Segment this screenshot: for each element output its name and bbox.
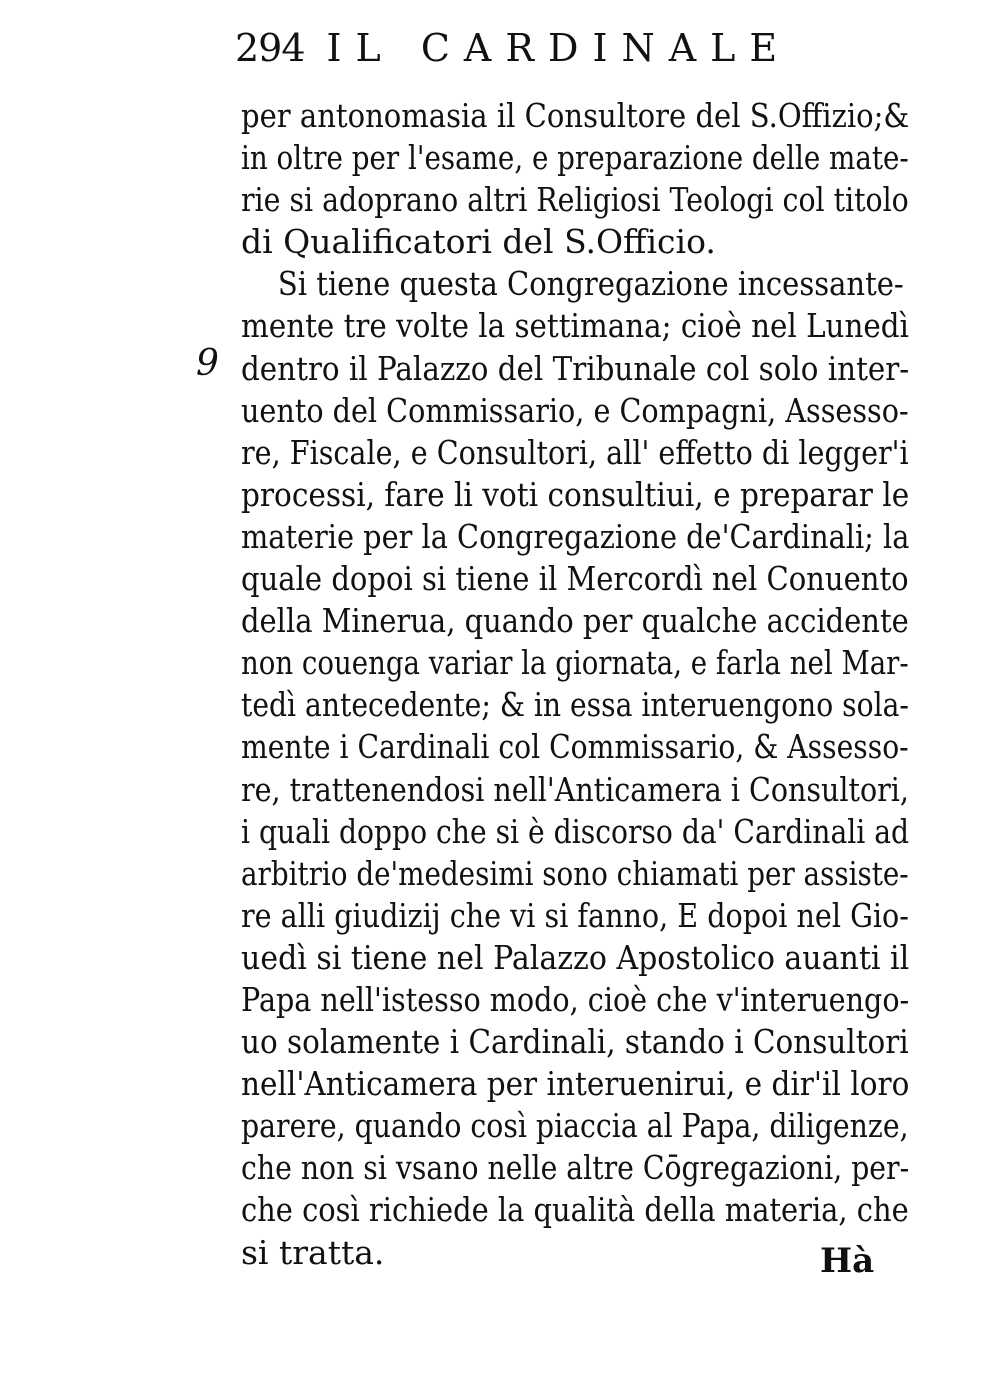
text-line: tedì antecedente; & in essa interuengono sola- [241, 685, 909, 725]
text-line: processi, fare li voti consultiui, e preparar le [241, 474, 910, 514]
text-line: nell'Anticamera per interuenirui, e dir'il loro [241, 1064, 910, 1104]
text-line: re, Fiscale, e Consultori, all' effetto di legger'i [241, 432, 909, 472]
text-line: si tratta. [241, 1232, 385, 1272]
body-text [241, 95, 909, 1274]
text-line: Papa nell'istesso modo, cioè che v'interuengo- [241, 979, 910, 1019]
text-line: re alli giudizij che vi si fanno, E dopoi nel Gio- [241, 895, 909, 935]
text-line: della Minerua, quando per qualche accidente [241, 601, 909, 641]
text-line: parere, quando così piaccia al Papa, diligenze, [241, 1106, 909, 1146]
running-title: IL CARDINALE [326, 26, 792, 70]
text-line: uedì si tiene nel Palazzo Apostolico auanti il [241, 937, 910, 977]
text-line: per antonomasia il Consultore del S.Offizio;& [241, 96, 910, 135]
text-line: mente tre volte la settimana; cioè nel Lunedì [241, 306, 909, 346]
text-line: uo solamente i Cardinali, stando i Consultori [241, 1022, 909, 1062]
text-line: in oltre per l'esame, e preparazione delle mate- [241, 138, 909, 178]
text-line: quale dopoi si tiene il Mercordì nel Conuento [241, 559, 909, 599]
text-line: di Qualificatori del S.Officio. [241, 222, 716, 262]
text-line: rie si adoprano altri Religiosi Teologi col titolo [241, 180, 909, 220]
text-line: mente i Cardinali col Commissario, & Assesso- [241, 727, 909, 767]
text-line: che non si vsano nelle altre Cōgregazioni, per- [241, 1148, 910, 1188]
text-line: uento del Commissario, e Compagni, Assesso- [241, 390, 909, 430]
text-line: arbitrio de'medesimi sono chiamati per assiste- [241, 853, 909, 893]
text-line: re, trattenendosi nell'Anticamera i Consultori, [241, 769, 909, 809]
running-head [235, 18, 791, 78]
page-number: 294 [235, 26, 305, 70]
catchword: Hà [820, 1241, 875, 1281]
text-line: Si tiene questa Congregazione incessante- [277, 264, 904, 304]
text-line: dentro il Palazzo del Tribunale col solo inter- [241, 348, 910, 388]
text-line: che così richiede la qualità della materia, che [241, 1190, 909, 1230]
margin-note: 9 [196, 343, 219, 384]
text-line: materie per la Congregazione de'Cardinali; la [241, 516, 910, 556]
text-line: i quali doppo che si è discorso da' Cardinali ad [241, 811, 910, 851]
text-line: non couenga variar la giornata, e farla nel Mar- [241, 643, 909, 683]
